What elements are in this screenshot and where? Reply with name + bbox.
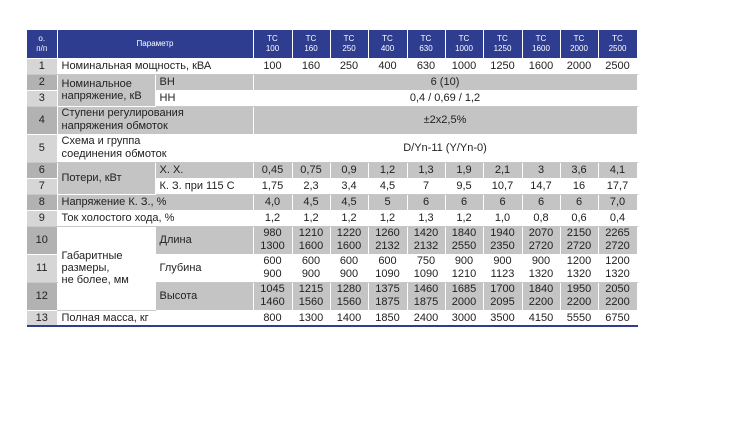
cell: 1200 1320 [560, 254, 598, 282]
cell: 1400 [330, 310, 368, 326]
row-index: 2 [27, 74, 57, 90]
cell: 0,8 [522, 210, 560, 226]
cell: 1,3 [407, 162, 445, 178]
row-index: 4 [27, 106, 57, 134]
cell: 2,1 [483, 162, 522, 178]
cell: 9,5 [445, 178, 483, 194]
cell: 17,7 [598, 178, 637, 194]
cell: 900 1210 [445, 254, 483, 282]
header-parameter: Параметр [57, 30, 253, 58]
cell: 2,3 [292, 178, 330, 194]
table-row [27, 194, 637, 210]
cell: 1850 [368, 310, 407, 326]
cell: 4,0 [253, 194, 292, 210]
cell: 3,4 [330, 178, 368, 194]
sub-label: Высота [155, 282, 253, 310]
merged-cell: ±2х2,5% [253, 106, 637, 134]
spec-table-container [27, 30, 638, 327]
cell: 6 [407, 194, 445, 210]
header-model: ТС 2500 [598, 30, 637, 58]
cell: 1220 1600 [330, 226, 368, 254]
cell: 1940 2350 [483, 226, 522, 254]
sub-label: НН [155, 90, 253, 106]
cell: 10,7 [483, 178, 522, 194]
row-label: Напряжение К. З., % [57, 194, 253, 210]
cell: 2070 2720 [522, 226, 560, 254]
cell: 2050 2200 [598, 282, 637, 310]
row-index: 5 [27, 134, 57, 162]
cell: 1600 [522, 58, 560, 74]
row-label: Полная масса, кг [57, 310, 253, 326]
cell: 3500 [483, 310, 522, 326]
cell: 2265 2720 [598, 226, 637, 254]
cell: 1210 1600 [292, 226, 330, 254]
cell: 1,2 [253, 210, 292, 226]
row-index: 12 [27, 282, 57, 310]
sub-label: Х. Х. [155, 162, 253, 178]
cell: 750 1090 [407, 254, 445, 282]
cell: 1,75 [253, 178, 292, 194]
cell: 1700 2095 [483, 282, 522, 310]
cell: 600 1090 [368, 254, 407, 282]
table-row [27, 210, 637, 226]
row-label: Ток холостого хода, % [57, 210, 253, 226]
header-row [27, 30, 637, 58]
sub-label: Длина [155, 226, 253, 254]
cell: 4,5 [330, 194, 368, 210]
table-row [27, 162, 637, 178]
cell: 3 [522, 162, 560, 178]
table-row [27, 134, 637, 162]
cell: 16 [560, 178, 598, 194]
cell: 2000 [560, 58, 598, 74]
cell: 6 [522, 194, 560, 210]
cell: 1,9 [445, 162, 483, 178]
table-row [27, 58, 637, 74]
cell: 4,1 [598, 162, 637, 178]
cell: 400 [368, 58, 407, 74]
cell: 1,3 [407, 210, 445, 226]
header-model: ТС 100 [253, 30, 292, 58]
cell: 1460 1875 [407, 282, 445, 310]
cell: 1280 1560 [330, 282, 368, 310]
row-index: 10 [27, 226, 57, 254]
cell: 1840 2200 [522, 282, 560, 310]
cell: 4,5 [368, 178, 407, 194]
group-label: Потери, кВт [57, 162, 155, 194]
cell: 1,2 [368, 162, 407, 178]
cell: 1200 1320 [598, 254, 637, 282]
cell: 6 [483, 194, 522, 210]
cell: 7 [407, 178, 445, 194]
header-model: ТС 250 [330, 30, 368, 58]
cell: 5550 [560, 310, 598, 326]
cell: 1,2 [368, 210, 407, 226]
cell: 160 [292, 58, 330, 74]
table-row [27, 310, 637, 326]
row-label: Номинальная мощность, кВА [57, 58, 253, 74]
sub-label: Глубина [155, 254, 253, 282]
cell: 1,2 [330, 210, 368, 226]
cell: 900 1320 [522, 254, 560, 282]
header-index: о. п/п [27, 30, 57, 58]
cell: 1000 [445, 58, 483, 74]
cell: 7,0 [598, 194, 637, 210]
cell: 2150 2720 [560, 226, 598, 254]
row-label: Ступени регулирования напряжения обмоток [57, 106, 253, 134]
row-label: Схема и группа соединения обмоток [57, 134, 253, 162]
cell: 0,6 [560, 210, 598, 226]
cell: 1045 1460 [253, 282, 292, 310]
row-index: 13 [27, 310, 57, 326]
cell: 0,45 [253, 162, 292, 178]
cell: 800 [253, 310, 292, 326]
header-model: ТС 2000 [560, 30, 598, 58]
cell: 6 [560, 194, 598, 210]
header-model: ТС 1600 [522, 30, 560, 58]
cell: 630 [407, 58, 445, 74]
merged-cell: D/Yn-11 (Y/Yn-0) [253, 134, 637, 162]
cell: 6 [445, 194, 483, 210]
cell: 0,4 [598, 210, 637, 226]
cell: 1420 2132 [407, 226, 445, 254]
row-index: 11 [27, 254, 57, 282]
header-model: ТС 160 [292, 30, 330, 58]
row-index: 3 [27, 90, 57, 106]
cell: 900 1123 [483, 254, 522, 282]
transformer-spec-table [27, 30, 638, 327]
cell: 980 1300 [253, 226, 292, 254]
header-model: ТС 1000 [445, 30, 483, 58]
cell: 250 [330, 58, 368, 74]
cell: 1300 [292, 310, 330, 326]
merged-cell: 0,4 / 0,69 / 1,2 [253, 90, 637, 106]
cell: 3000 [445, 310, 483, 326]
group-label: Габаритные размеры, не более, мм [57, 226, 155, 310]
group-label: Номинальное напряжение, кВ [57, 74, 155, 106]
cell: 0,9 [330, 162, 368, 178]
cell: 600 900 [330, 254, 368, 282]
cell: 1260 2132 [368, 226, 407, 254]
cell: 600 900 [253, 254, 292, 282]
cell: 600 900 [292, 254, 330, 282]
cell: 3,6 [560, 162, 598, 178]
row-index: 7 [27, 178, 57, 194]
cell: 0,75 [292, 162, 330, 178]
cell: 1375 1875 [368, 282, 407, 310]
merged-cell: 6 (10) [253, 74, 637, 90]
cell: 1950 2200 [560, 282, 598, 310]
cell: 1,2 [292, 210, 330, 226]
cell: 4150 [522, 310, 560, 326]
cell: 1215 1560 [292, 282, 330, 310]
cell: 1685 2000 [445, 282, 483, 310]
row-index: 8 [27, 194, 57, 210]
cell: 1,2 [445, 210, 483, 226]
sub-label: ВН [155, 74, 253, 90]
cell: 2500 [598, 58, 637, 74]
header-model: ТС 400 [368, 30, 407, 58]
cell: 4,5 [292, 194, 330, 210]
table-row [27, 74, 637, 90]
cell: 100 [253, 58, 292, 74]
cell: 5 [368, 194, 407, 210]
cell: 6750 [598, 310, 637, 326]
cell: 14,7 [522, 178, 560, 194]
header-model: ТС 1250 [483, 30, 522, 58]
row-index: 1 [27, 58, 57, 74]
cell: 1,0 [483, 210, 522, 226]
table-row [27, 106, 637, 134]
table-row [27, 226, 637, 254]
row-index: 9 [27, 210, 57, 226]
cell: 1250 [483, 58, 522, 74]
header-model: ТС 630 [407, 30, 445, 58]
row-index: 6 [27, 162, 57, 178]
cell: 1840 2550 [445, 226, 483, 254]
cell: 2400 [407, 310, 445, 326]
sub-label: К. З. при 115 С [155, 178, 253, 194]
